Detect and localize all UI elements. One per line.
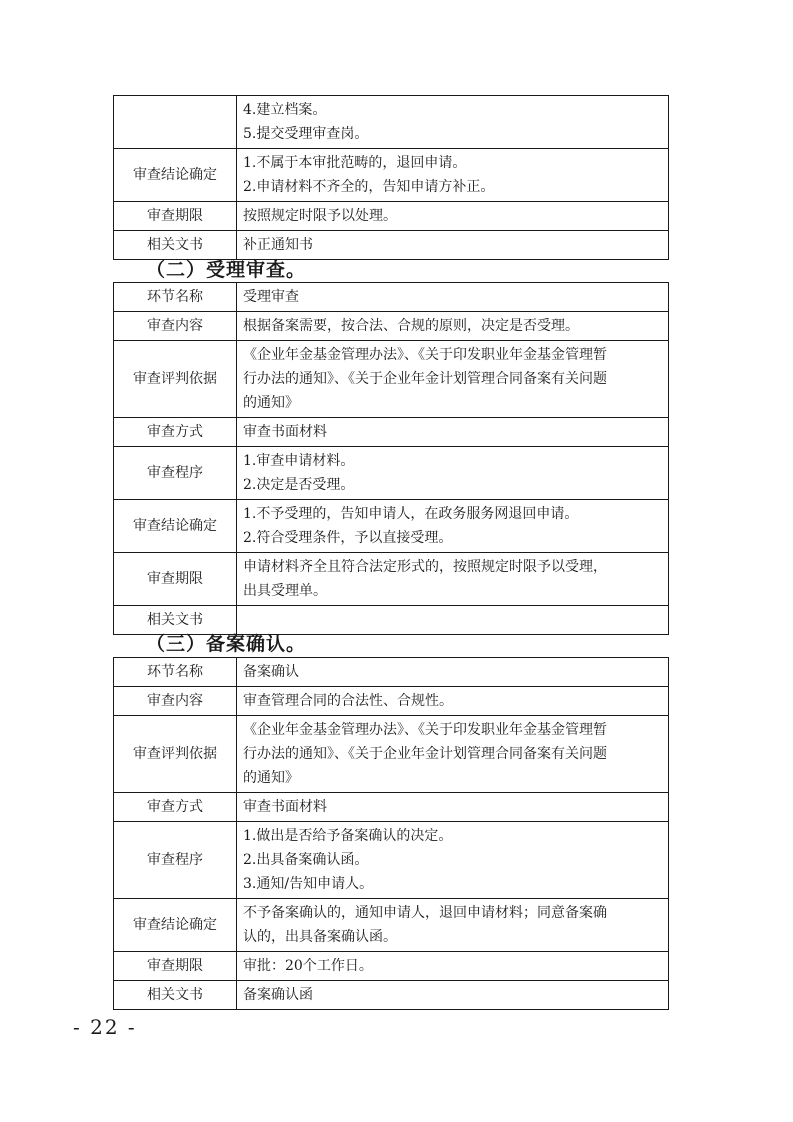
table-row <box>114 447 669 500</box>
table-row <box>114 606 669 635</box>
table-row <box>114 793 669 822</box>
row-label: 环节名称 <box>114 658 237 687</box>
row-label: 审查期限 <box>114 553 237 606</box>
row-value <box>237 231 669 260</box>
row-value-line: 审查管理合同的合法性、合规性。 <box>243 693 453 709</box>
row-value-line: 认的，出具备案确认函。 <box>243 929 397 945</box>
row-label: 审查内容 <box>114 312 237 341</box>
row-value-line: 《企业年金基金管理办法》、《关于印发职业年金基金管理暂 <box>243 347 607 363</box>
table-row <box>114 231 669 260</box>
row-value <box>237 822 669 899</box>
row-value-line: 行办法的通知》、《关于企业年金计划管理合同备案有关问题 <box>243 746 607 762</box>
row-value-line: 按照规定时限予以处理。 <box>243 208 397 224</box>
row-value <box>237 149 669 202</box>
row-value-line: 2.出具备案确认函。 <box>243 852 369 868</box>
row-label <box>114 96 237 149</box>
table-row <box>114 822 669 899</box>
row-value <box>237 500 669 553</box>
row-label: 审查结论确定 <box>114 500 237 553</box>
row-value-line: 2.申请材料不齐全的，告知申请方补正。 <box>243 179 495 195</box>
table-row <box>114 418 669 447</box>
row-value <box>237 899 669 952</box>
row-value <box>237 716 669 793</box>
row-label: 审查内容 <box>114 687 237 716</box>
row-value-line: 2.符合受理条件，予以直接受理。 <box>243 530 453 546</box>
row-label: 相关文书 <box>114 981 237 1010</box>
row-value <box>237 341 669 418</box>
section-title-acceptance-review: （二）受理审查。 <box>146 259 307 281</box>
row-value-line: 5.提交受理审查岗。 <box>243 126 369 142</box>
row-value-line: 行办法的通知》、《关于企业年金计划管理合同备案有关问题 <box>243 371 607 387</box>
row-value-line: 1.做出是否给予备案确认的决定。 <box>243 828 453 844</box>
table-row <box>114 312 669 341</box>
row-value-line: 1.不予受理的，告知申请人，在政务服务网退回申请。 <box>243 506 579 522</box>
table-row <box>114 658 669 687</box>
row-value <box>237 606 669 635</box>
row-value-line: 1.不属于本审批范畴的，退回申请。 <box>243 155 467 171</box>
row-value-line: 备案确认 <box>243 664 299 680</box>
row-value-line: 根据备案需要，按合法、合规的原则，决定是否受理。 <box>243 318 579 334</box>
row-label: 审查结论确定 <box>114 899 237 952</box>
table-row <box>114 500 669 553</box>
row-label: 审查评判依据 <box>114 341 237 418</box>
table-row <box>114 283 669 312</box>
filing-confirmation-table <box>113 657 669 1010</box>
row-label: 环节名称 <box>114 283 237 312</box>
row-value-line: 审查书面材料 <box>243 424 327 440</box>
row-label: 相关文书 <box>114 231 237 260</box>
row-value-line: 出具受理单。 <box>243 583 327 599</box>
continued-procedure-table <box>113 95 669 260</box>
row-label: 审查方式 <box>114 418 237 447</box>
row-value-line: 的通知》 <box>243 770 299 786</box>
row-value-line: 《企业年金基金管理办法》、《关于印发职业年金基金管理暂 <box>243 722 607 738</box>
row-value-line: 的通知》 <box>243 395 299 411</box>
table-row <box>114 553 669 606</box>
row-value-line: 3.通知/告知申请人。 <box>243 876 374 892</box>
row-value-line: 1.审查申请材料。 <box>243 453 355 469</box>
row-value <box>237 283 669 312</box>
row-label: 审查方式 <box>114 793 237 822</box>
row-value-line: 受理审查 <box>243 289 299 305</box>
table-row <box>114 149 669 202</box>
row-value-line: 4.建立档案。 <box>243 102 327 118</box>
row-value <box>237 658 669 687</box>
row-value-line: 审批：20个工作日。 <box>243 958 373 974</box>
row-value <box>237 553 669 606</box>
table-row <box>114 899 669 952</box>
table-row <box>114 202 669 231</box>
page-number: - 22 - <box>73 1015 137 1039</box>
acceptance-review-table <box>113 282 669 635</box>
row-value <box>237 687 669 716</box>
row-value-line: 不予备案确认的，通知申请人，退回申请材料；同意备案确 <box>243 905 607 921</box>
table-row <box>114 952 669 981</box>
row-label: 审查期限 <box>114 952 237 981</box>
table-row <box>114 716 669 793</box>
row-value <box>237 312 669 341</box>
row-value <box>237 418 669 447</box>
row-value-line: 备案确认函 <box>243 987 313 1003</box>
row-value <box>237 952 669 981</box>
row-value-line: 审查书面材料 <box>243 799 327 815</box>
table-row <box>114 687 669 716</box>
row-value <box>237 202 669 231</box>
row-value-line: 补正通知书 <box>243 237 313 253</box>
row-value-empty <box>243 608 662 632</box>
row-value <box>237 447 669 500</box>
row-label: 审查评判依据 <box>114 716 237 793</box>
row-value <box>237 981 669 1010</box>
table-row <box>114 341 669 418</box>
row-value-line: 申请材料齐全且符合法定形式的，按照规定时限予以受理， <box>243 559 607 575</box>
row-label: 审查程序 <box>114 822 237 899</box>
row-label: 相关文书 <box>114 606 237 635</box>
row-value <box>237 793 669 822</box>
table-row <box>114 96 669 149</box>
section-title-filing-confirmation: （三）备案确认。 <box>146 633 307 655</box>
table-row <box>114 981 669 1010</box>
row-label: 审查程序 <box>114 447 237 500</box>
row-value <box>237 96 669 149</box>
row-label: 审查期限 <box>114 202 237 231</box>
row-value-line: 2.决定是否受理。 <box>243 477 355 493</box>
row-label: 审查结论确定 <box>114 149 237 202</box>
